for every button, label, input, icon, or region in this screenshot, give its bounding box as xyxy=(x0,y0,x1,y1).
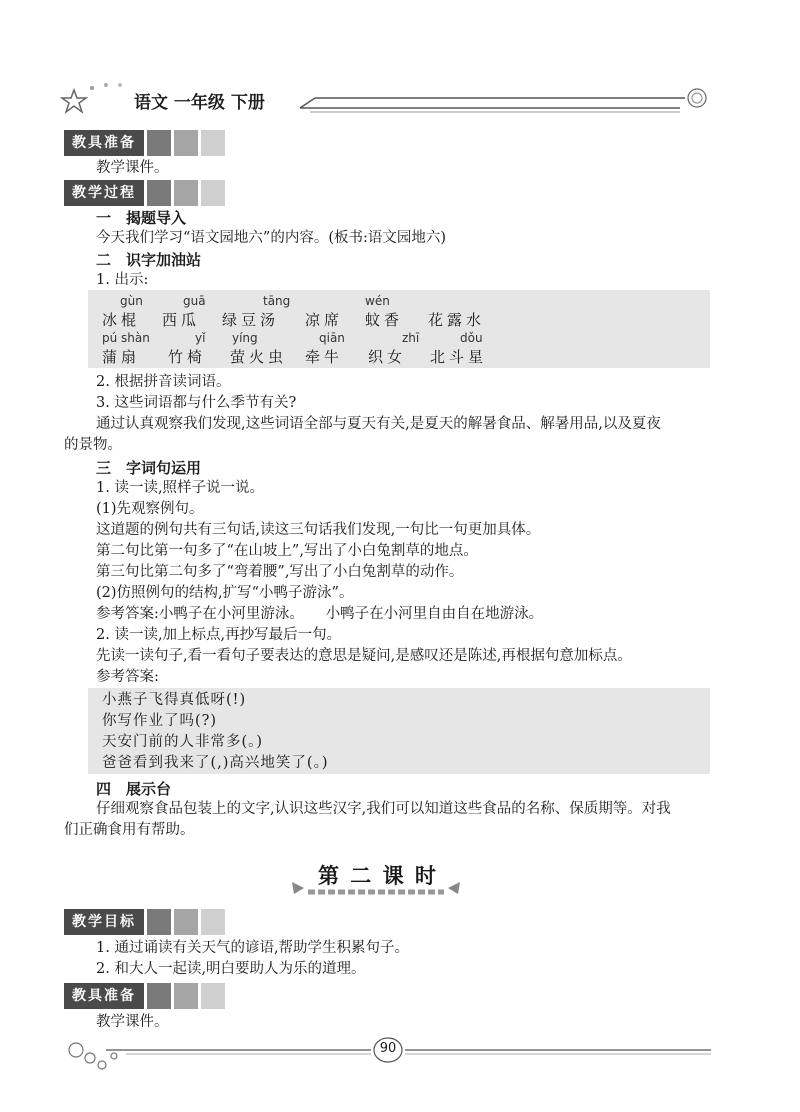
section-label-text: 教学目标 xyxy=(64,909,144,935)
vocab-word: 北斗星 xyxy=(430,348,488,366)
vocab-word: 织女 xyxy=(368,348,407,366)
section-label-text: 教具准备 xyxy=(64,130,144,156)
section-label-text: 教学过程 xyxy=(64,180,144,206)
square-icon xyxy=(201,180,225,206)
pinyin: pú shàn xyxy=(102,331,150,345)
square-icon xyxy=(201,983,225,1009)
part2-item3: 3. 这些词语都与什么季节有关? xyxy=(96,395,297,411)
part3-line: 2. 读一读,加上标点,再抄写最后一句。 xyxy=(96,627,342,643)
part3-line: 第三句比第二句多了“弯着腰”,写出了小白兔割草的动作。 xyxy=(96,564,464,580)
vocab-word: 绿豆汤 xyxy=(222,311,280,329)
square-icon xyxy=(174,130,198,156)
vocab-word: 凉席 xyxy=(305,311,344,329)
vocab-word: 萤火虫 xyxy=(230,348,288,366)
vocab-word: 蚊香 xyxy=(365,311,404,329)
part1-heading: 一 揭题导入 xyxy=(96,209,187,227)
square-icon xyxy=(174,983,198,1009)
pinyin: yíng xyxy=(232,331,258,345)
pinyin: guā xyxy=(183,294,206,308)
prep2-text: 教学课件。 xyxy=(96,1014,169,1030)
pinyin: dǒu xyxy=(460,331,483,345)
part3-line: 第二句比第一句多了“在山坡上”,写出了小白兔割草的地点。 xyxy=(96,543,478,559)
vocab-word: 冰棍 xyxy=(102,311,141,329)
answer-line: 爸爸看到我来了(,)高兴地笑了(。) xyxy=(102,755,329,771)
part4-text: 仔细观察食品包装上的文字,认识这些汉字,我们可以知道这些食品的名称、保质期等。对我 xyxy=(96,801,671,817)
vocab-word: 牵牛 xyxy=(305,348,344,366)
square-icon xyxy=(201,130,225,156)
section-label-prep xyxy=(64,130,225,156)
part3-line: 参考答案:小鸭子在小河里游泳。 小鸭子在小河里自由自在地游泳。 xyxy=(96,606,544,622)
section-label-prep2 xyxy=(64,983,225,1009)
part3-line: (2)仿照例句的结构,扩写“小鸭子游泳”。 xyxy=(96,585,354,601)
part4-text-cont: 们正确食用有帮助。 xyxy=(64,822,195,838)
square-icon xyxy=(174,180,198,206)
pinyin: yǐ xyxy=(195,331,206,345)
pinyin: qiān xyxy=(319,331,345,345)
part4-heading: 四 展示台 xyxy=(96,780,172,798)
page-number: 90 xyxy=(379,1041,397,1056)
pinyin: gùn xyxy=(120,294,143,308)
vocab-word: 西瓜 xyxy=(162,311,201,329)
lesson-title: 第 二 课 时 xyxy=(318,864,438,888)
header-title: 语文 一年级 下册 xyxy=(134,93,265,113)
section-label-goals xyxy=(64,909,225,935)
part2-explain-cont: 的景物。 xyxy=(64,437,122,453)
part2-heading: 二 识字加油站 xyxy=(96,251,202,269)
vocab-word: 花露水 xyxy=(428,311,486,329)
vocab-word: 竹椅 xyxy=(168,348,207,366)
square-icon xyxy=(147,909,171,935)
part3-heading: 三 字词句运用 xyxy=(96,459,202,477)
part2-item2: 2. 根据拼音读词语。 xyxy=(96,374,231,390)
goal-line: 2. 和大人一起读,明白要助人为乐的道理。 xyxy=(96,961,366,977)
vocab-word: 蒲扇 xyxy=(102,348,141,366)
part2-item1: 1. 出示: xyxy=(96,272,149,288)
square-icon xyxy=(201,909,225,935)
part3-line: 1. 读一读,照样子说一说。 xyxy=(96,480,265,496)
answer-line: 小燕子飞得真低呀(!) xyxy=(102,692,247,708)
part3-line: 参考答案: xyxy=(96,669,159,685)
part3-line: 这道题的例句共有三句话,读这三句话我们发现,一句比一句更加具体。 xyxy=(96,522,541,538)
section-label-process xyxy=(64,180,225,206)
prep-text: 教学课件。 xyxy=(96,160,169,176)
square-icon xyxy=(147,130,171,156)
part2-explain: 通过认真观察我们发现,这些词语全部与夏天有关,是夏天的解暑食品、解暑用品,以及夏夜 xyxy=(96,416,661,432)
part3-line: (1)先观察例句。 xyxy=(96,501,204,517)
pinyin: tāng xyxy=(263,294,291,308)
square-icon xyxy=(147,983,171,1009)
square-icon xyxy=(174,909,198,935)
part3-line: 先读一读句子,看一看句子要表达的意思是疑问,是感叹还是陈述,再根据句意加标点。 xyxy=(96,648,632,664)
answer-line: 你写作业了吗(?) xyxy=(102,713,218,729)
section-label-text: 教具准备 xyxy=(64,983,144,1009)
answer-line: 天安门前的人非常多(。) xyxy=(102,734,264,750)
part1-text: 今天我们学习“语文园地六”的内容。(板书:语文园地六) xyxy=(96,230,447,246)
square-icon xyxy=(147,180,171,206)
pinyin: zhī xyxy=(402,331,420,345)
goal-line: 1. 通过诵读有关天气的谚语,帮助学生积累句子。 xyxy=(96,940,410,956)
pinyin: wén xyxy=(365,294,390,308)
lesson-title-underline xyxy=(286,880,466,902)
